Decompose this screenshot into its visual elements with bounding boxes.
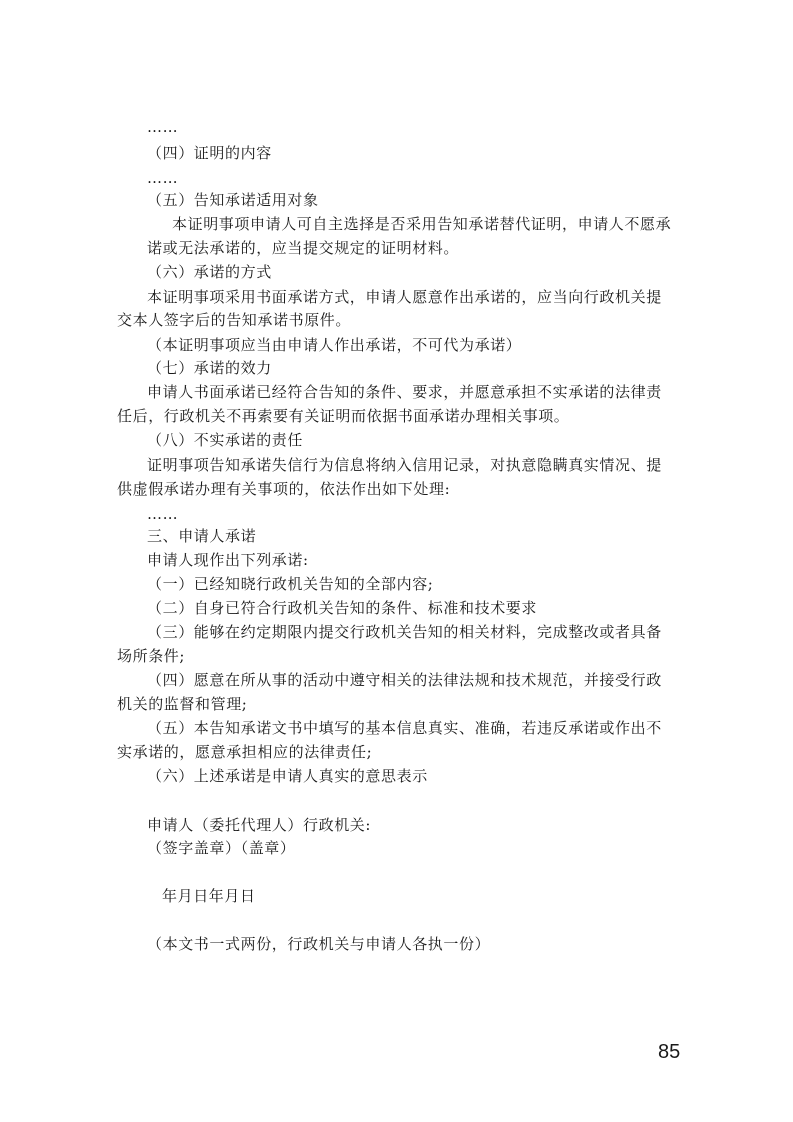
text-line: 申请人现作出下列承诺: [147, 551, 309, 569]
text-line: （五）告知承诺适用对象 [147, 191, 319, 209]
text-line: …… [147, 505, 179, 523]
text-line: （二）自身已符合行政机关告知的条件、标准和技术要求 [147, 599, 538, 617]
text-line: 证明事项告知承诺失信行为信息将纳入信用记录，对执意隐瞒真实情况、提 [147, 456, 662, 474]
text-line: （七）承诺的效力 [147, 359, 272, 377]
text-line: 供虚假承诺办理有关事项的，依法作出如下处理: [117, 480, 451, 498]
text-line: 本证明事项采用书面承诺方式，申请人愿意作出承诺的，应当向行政机关提 [147, 288, 662, 306]
text-line: 申请人书面承诺已经符合告知的条件、要求，并愿意承担不实承诺的法律责 [147, 383, 662, 401]
text-line: （一）已经知晓行政机关告知的全部内容; [147, 575, 434, 593]
footnote: （本文书一式两份，行政机关与申请人各执一份） [147, 935, 491, 953]
date-label: 年月日年月日 [162, 887, 256, 905]
text-line: 实承诺的，愿意承担相应的法律责任; [117, 743, 373, 761]
text-line: 场所条件; [117, 647, 186, 665]
page-number: 85 [658, 1041, 681, 1063]
text-line: （本证明事项应当由申请人作出承诺，不可代为承诺） [147, 336, 522, 354]
text-line: （三）能够在约定期限内提交行政机关告知的相关材料，完成整改或者具备 [147, 623, 662, 641]
text-line: （四）愿意在所从事的活动中遵守相关的法律法规和技术规范，并接受行政 [147, 671, 662, 689]
section-heading: 三、申请人承诺 [147, 527, 257, 545]
text-line: 本证明事项申请人可自主选择是否采用告知承诺替代证明，申请人不愿承 [172, 215, 672, 233]
seal-label: （签字盖章）（盖章） [147, 839, 296, 857]
text-line: （五）本告知承诺文书中填写的基本信息真实、准确，若违反承诺或作出不 [147, 719, 662, 737]
text-line: 交本人签字后的告知承诺书原件。 [117, 311, 352, 329]
text-line: （六）上述承诺是申请人真实的意思表示 [147, 767, 428, 785]
text-line: …… [147, 169, 179, 187]
text-line: （八）不实承诺的责任 [147, 431, 304, 449]
signature-label: 申请人（委托代理人）行政机关: [147, 816, 372, 834]
text-line: 机关的监督和管理; [117, 695, 248, 713]
text-line: 诺或无法承诺的，应当提交规定的证明材料。 [147, 239, 460, 257]
text-line: 任后，行政机关不再索要有关证明而依据书面承诺办理相关事项。 [117, 407, 570, 425]
text-line: （六）承诺的方式 [147, 263, 272, 281]
text-line: …… [147, 118, 179, 136]
text-line: （四）证明的内容 [147, 144, 272, 162]
